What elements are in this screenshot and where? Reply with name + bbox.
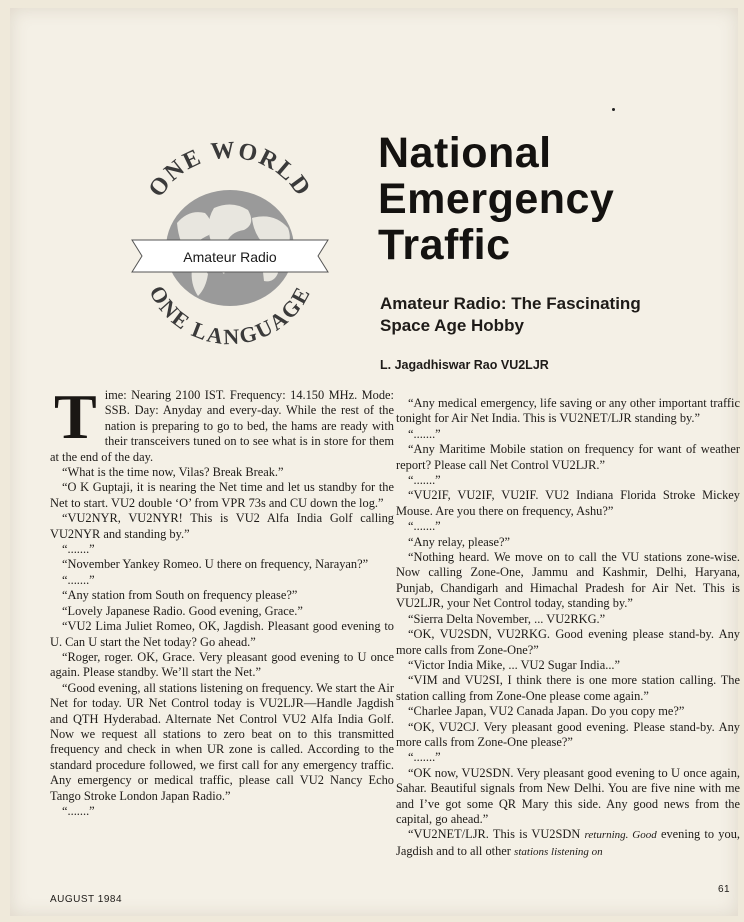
page-number: 61	[718, 884, 731, 895]
logo-top-text: ONE WORLD	[143, 138, 317, 202]
paragraph: “Victor India Mike, ... VU2 Sugar India...”	[408, 657, 621, 672]
paragraph: “Any station from South on frequency please?”	[62, 588, 298, 603]
subtitle-line: Amateur Radio: The Fascinating	[380, 294, 641, 313]
paragraph: “VIM and VU2SI, I think there is one more station calling. The station calling from Zone-One please come again.”	[396, 673, 740, 703]
logo-banner-text: Amateur Radio	[183, 249, 277, 265]
paragraph: “.......”	[408, 519, 441, 534]
paragraph: “O K Guptaji, it is nearing the Net time and let us standby for the Net to start. VU2 double ‘O’ from VPR 73s and CU down the log.”	[50, 480, 394, 510]
paragraph: “What is the time now, Vilas? Break Break.”	[62, 465, 284, 480]
paragraph: “OK, VU2CJ. Very pleasant good evening. Please stand-by. Any more calls from Zone-One please?”	[396, 719, 740, 749]
magazine-page	[10, 8, 738, 916]
paragraph: “VU2IF, VU2IF, VU2IF. VU2 Indiana Florida Stroke Mickey Mouse. Are you there on frequency, Ashu?”	[396, 488, 740, 518]
paragraph: “.......”	[62, 803, 95, 818]
paragraph: “VU2NYR, VU2NYR! This is VU2 Alfa India Golf calling VU2NYR and standing by.”	[50, 511, 394, 541]
speck	[612, 108, 615, 111]
paragraph: “Nothing heard. We move on to call the VU stations zone-wise. Now calling Zone-One, Jammu and Kashmir, Delhi, Haryana, Punjab, Chandigarh and Himachal Pradesh for Air Net. This is VU2LJR, your Net Control today, standing by.”	[396, 550, 740, 611]
title-line: Emergency	[378, 175, 615, 223]
paragraph-text: stations listening on	[514, 845, 603, 858]
byline: L. Jagadhiswar Rao VU2LJR	[380, 358, 549, 372]
paragraph-text: “VU2NET/LJR. This is VU2SDN	[408, 827, 581, 842]
paragraph: “Any medical emergency, life saving or any other important traffic tonight for Air Net India. This is VU2NET/LJR standing by.”	[396, 396, 740, 426]
paragraph-text: returning. Good	[584, 829, 657, 842]
paragraph: “.......”	[408, 473, 441, 488]
text-column-right	[396, 396, 740, 860]
paragraph: “Charlee Japan, VU2 Canada Japan. Do you copy me?”	[408, 704, 685, 719]
paragraph: “.......”	[408, 750, 441, 765]
paragraph: “Any relay, please?”	[408, 534, 511, 549]
paragraph-text: evening to you, Jagdish and to all other	[396, 827, 740, 858]
article-title	[378, 130, 738, 268]
drop-cap: T	[54, 381, 97, 452]
title-line: Traffic	[378, 221, 511, 269]
paragraph: “.......”	[62, 572, 95, 587]
paragraph: “.......”	[408, 426, 441, 441]
footer-date: AUGUST 1984	[50, 894, 123, 905]
paragraph	[50, 381, 394, 465]
paragraph: “Any Maritime Mobile station on frequency for want of weather report? Please call Net Control VU2LJR.”	[396, 442, 740, 472]
one-world-logo	[122, 138, 337, 353]
paragraph: “VU2 Lima Juliet Romeo, OK, Jagdish. Pleasant good evening to U. Can U start the Net today? Go ahead.”	[50, 619, 394, 649]
paragraph-text: ime: Nearing 2100 IST. Frequency: 14.150 MHz. Mode: SSB. Day: Anyday and every-day. While the rest of the nation is preparing to go to bed, the hams are ready with their transceivers tuned on to see what is in store for them at the end of the day.	[50, 388, 394, 464]
logo-bottom-text: ONE LANGUAGE	[144, 281, 316, 350]
paragraph: “OK, VU2SDN, VU2RKG. Good evening please stand-by. Any more calls from Zone-One?”	[396, 627, 740, 657]
paragraph: “Sierra Delta November, ... VU2RKG.”	[408, 611, 606, 626]
subtitle-line: Space Age Hobby	[380, 316, 524, 335]
paragraph: “Lovely Japanese Radio. Good evening, Grace.”	[62, 603, 303, 618]
text-column-left	[50, 381, 394, 819]
paragraph	[396, 827, 740, 860]
paragraph: “Good evening, all stations listening on frequency. We start the Air Net for today. UR Net Control today is VU2LJR—Handle Jagdish and QTH Hyderabad. Alternate Net Control VU2 Alfa India Golf. Now we request all stations to zero beat on to this transmitted frequency and check in when UR zone is called. According to the standard procedure followed, we first call for any emergency traffic. Any emergency or medical traffic, please call VU2 Nancy Echo Tango Stroke London Japan Radio.”	[50, 680, 394, 803]
title-line: National	[378, 129, 552, 177]
paragraph: “OK now, VU2SDN. Very pleasant good evening to U once again, Sahar. Beautiful signals from New Delhi. You are five nine with me and I’ve got some QR Mary this side. Any good news from the capital, go ahead.”	[396, 765, 740, 826]
paragraph: “November Yankey Romeo. U there on frequency, Narayan?”	[62, 557, 369, 572]
paragraph: “Roger, roger. OK, Grace. Very pleasant good evening to U once again. Please standby. We’ll start the Net.”	[50, 649, 394, 680]
paragraph: “.......”	[62, 542, 95, 557]
article-subtitle	[380, 293, 730, 337]
